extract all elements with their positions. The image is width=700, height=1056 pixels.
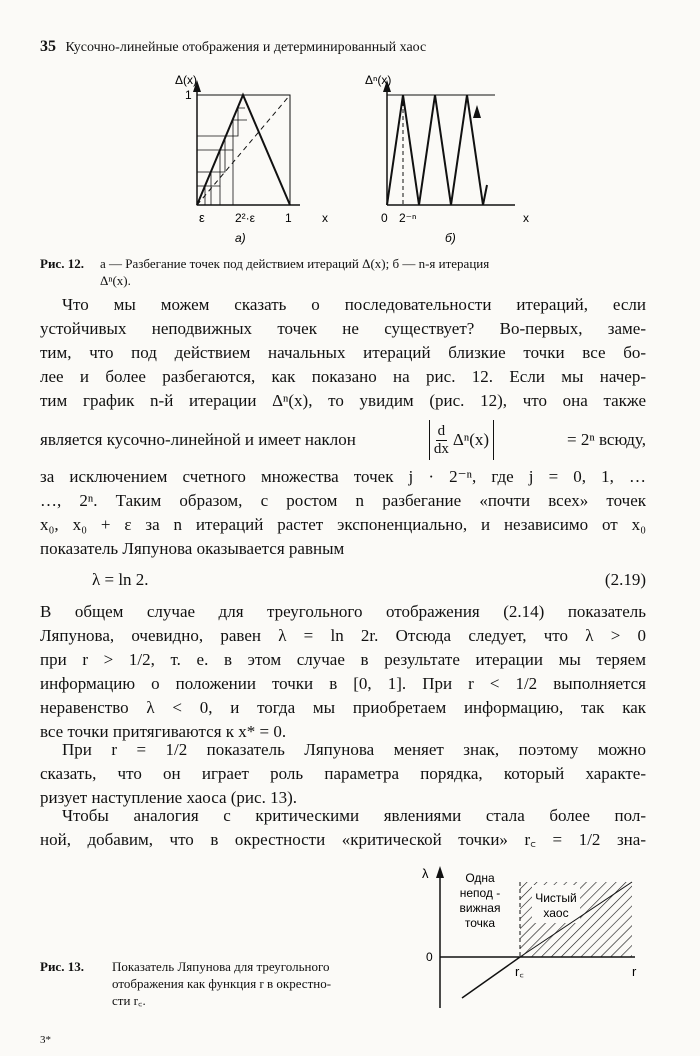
text-line: В общем случае для треугольного отображения (2.14) показатель: [40, 602, 646, 621]
fig12b-x-tick: 2⁻ⁿ: [399, 211, 417, 225]
figure-12-caption-line1: а — Разбегание точек под действием итераций Δ(x); б — n-я итерация: [100, 256, 490, 271]
text-line: тим, что под действием начальных итераций близкие точки все бо-: [40, 343, 646, 362]
fraction-numerator: d: [437, 422, 446, 439]
text-line: неравенство λ < 0, и тогда мы приобретаем информацию, так как: [40, 698, 646, 717]
signature-mark: 3*: [40, 1034, 51, 1046]
formula-text-before: является кусочно-линейной и имеет наклон: [40, 430, 356, 449]
slope-formula-line: [40, 418, 646, 462]
fig12a-y-label: Δ(x): [175, 73, 198, 87]
fig13-region-right-2: хаос: [543, 906, 569, 920]
text-line: …, 2ⁿ. Таким образом, с ростом n разбегание «почти всех» точек: [40, 491, 646, 510]
fig13-x-label: r: [632, 964, 637, 979]
text-line: сказать, что он играет роль параметра порядка, который характе-: [40, 764, 646, 783]
fig12a-x-tick-one: 1: [285, 211, 292, 225]
formula-text-after: = 2ⁿ всюду,: [567, 430, 646, 449]
figure-13-caption-line: отображения как функция r в окрестно-: [112, 976, 332, 991]
fig12a-x-label: x: [322, 211, 328, 225]
figure-13-caption: [40, 958, 412, 1009]
figure-13: [420, 860, 655, 1020]
paragraph-1-continued: [40, 465, 646, 561]
text-line: за исключением счетного множества точек j · 2⁻ⁿ, где j = 0, 1, …: [40, 467, 646, 486]
fig13-region-left-1: Одна: [465, 871, 495, 885]
derivative-argument: Δⁿ(x): [452, 430, 490, 449]
figure-12-caption: [40, 255, 646, 289]
equation-number: (2.19): [604, 570, 646, 589]
text-line: устойчивых неподвижных точек не существует? Во-первых, заме-: [40, 319, 646, 338]
text-line: Ляпунова, очевидно, равен λ = ln 2r. Отсюда следует, что λ > 0: [40, 626, 646, 645]
fig12a-panel-label: а): [235, 231, 246, 245]
text-line: ной, добавим, что в окрестности «критической точки» r꜀ = 1/2 зна-: [40, 830, 646, 849]
text-line: ризует наступление хаоса (рис. 13).: [40, 788, 297, 807]
fig12b-x-label: x: [523, 211, 529, 225]
fig12b-origin: 0: [381, 211, 388, 225]
fraction-denominator: dx: [433, 440, 449, 457]
derivative-abs: [429, 420, 494, 460]
text-line: Чтобы аналогия с критическими явлениями стала более пол-: [62, 806, 646, 825]
figure-12a: [175, 70, 350, 250]
text-line: при r > 1/2, т. е. в этом случае в результате итерации мы теряем: [40, 650, 646, 669]
figure-13-caption-label: Рис. 13.: [40, 959, 84, 974]
fig13-region-left-2: непод -: [459, 886, 501, 900]
text-line: показатель Ляпунова оказывается равным: [40, 539, 345, 558]
paragraph-1: [40, 293, 646, 413]
fig13-zero: 0: [426, 950, 433, 964]
text-line: Что мы можем сказать о последовательности итераций, если: [62, 295, 646, 314]
derivative-fraction: [434, 423, 449, 458]
text-line: лее и более разбегаются, как показано на рис. 12. Если мы начер-: [40, 367, 646, 386]
fig12a-y-tick: 1: [185, 88, 192, 102]
page-number: 35: [40, 38, 56, 55]
fig12a-x-tick-eps: ε: [199, 210, 205, 225]
fig13-region-right-1: Чистый: [535, 891, 577, 905]
paragraph-4: [40, 804, 646, 852]
figure-12b: [365, 70, 545, 250]
fig13-region-left-4: точка: [464, 916, 496, 930]
fig13-critical-label: r꜀: [515, 964, 524, 979]
text-line: x₀, x₀ + ε за n итераций растет экспоненциально, и независимо от x₀: [40, 515, 646, 534]
figure-12-caption-label: Рис. 12.: [40, 256, 84, 271]
figure-13-caption-line: сти r꜀.: [112, 993, 146, 1008]
fig13-y-label: λ: [422, 866, 429, 881]
text-line: все точки притягиваются к x* = 0.: [40, 722, 287, 741]
paragraph-3: [40, 738, 646, 810]
text-line: информацию о положении точки в [0, 1]. При r < 1/2 выполняется: [40, 674, 646, 693]
paragraph-2: [40, 600, 646, 744]
equation-2-19: λ = ln 2.: [92, 570, 149, 589]
text-line: тим график n-й итерации Δⁿ(x), то увидим (рис. 12), что она также: [40, 391, 646, 410]
text-line: При r = 1/2 показатель Ляпунова меняет знак, поэтому можно: [62, 740, 646, 759]
running-title: Кусочно-линейные отображения и детерминированный хаос: [65, 40, 427, 55]
fig12b-panel-label: б): [445, 231, 456, 245]
running-header: [40, 38, 426, 56]
figure-12-caption-line2: Δⁿ(x).: [100, 273, 131, 288]
fig12a-x-tick-mid: 2²·ε: [235, 211, 256, 225]
figure-13-caption-line: Показатель Ляпунова для треугольного: [112, 959, 330, 974]
fig12b-y-label: Δⁿ(x): [365, 73, 392, 87]
fig13-region-left-3: вижная: [459, 901, 501, 915]
